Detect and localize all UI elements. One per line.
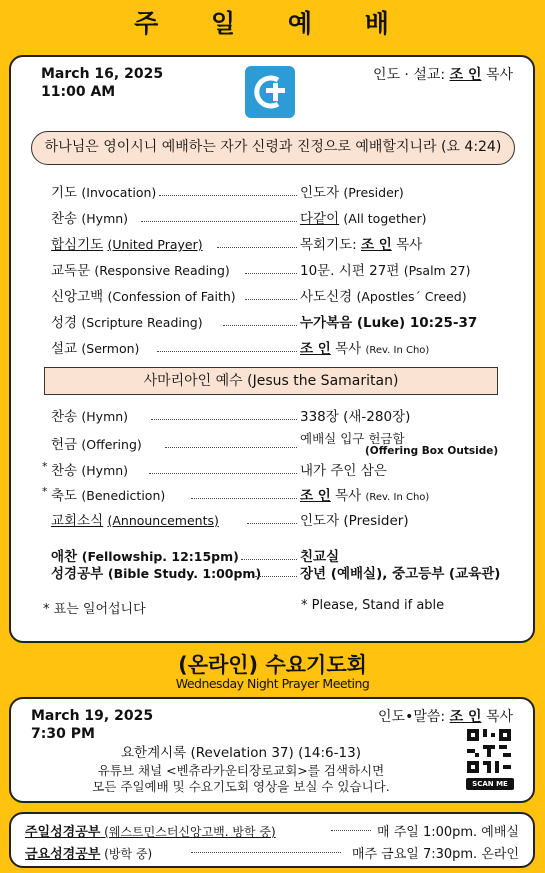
wednesday-leader: 인도•말씀: 조 인 목사 <box>378 709 513 725</box>
service-date-block <box>41 65 163 101</box>
sunday-service-card <box>9 55 535 643</box>
order-row: * 찬송 (Hymn) 내가 주인 삼은 <box>42 460 387 479</box>
church-logo-icon <box>245 66 295 118</box>
service-date: March 16, 2025 <box>41 66 164 82</box>
fellowship-row: 애찬 (Fellowship. 12:15pm) 친교실 <box>51 549 340 565</box>
bible-class-time: 매주 금요일 7:30pm. 온라인 <box>351 847 519 862</box>
wednesday-scripture: 요한계시록 (Revelation 37) (14:6-13) <box>121 745 361 761</box>
wednesday-date: March 19, 2025 <box>31 708 154 724</box>
bible-class-row: 주일성경공부 (웨스트민스터신앙고백. 방학 중) <box>25 825 276 840</box>
stand-note-ko: * 표는 일어섭니다 <box>43 602 146 617</box>
order-row: 교회소식 (Announcements) 인도자 (Presider) <box>51 513 409 529</box>
scan-me-label: SCAN ME <box>466 778 514 790</box>
order-row: * 축도 (Benediction) 조 인 목사 (Rev. In Cho) <box>42 485 430 504</box>
wednesday-subtitle: Wednesday Night Prayer Meeting <box>175 676 370 691</box>
order-row: 기도 (Invocation) 인도자 (Presider) <box>51 185 404 201</box>
order-row: 교독문 (Responsive Reading) 10문. 시편 27편 (Psalm 27) <box>51 263 471 279</box>
pastor-name: 조 인 <box>449 67 482 83</box>
wednesday-title: (온라인) 수요기도회 <box>178 653 367 677</box>
sermon-title: 사마리아인 예수 (Jesus the Samaritan) <box>44 367 498 395</box>
order-row: 찬송 (Hymn) 다같이 (All together) <box>51 211 427 227</box>
bible-class-time: 매 주일 1:00pm. 예배실 <box>377 825 519 840</box>
theme-verse: 하나님은 영이시니 예배하는 자가 신령과 진정으로 예배할지니라 (요 4:24) <box>31 131 515 165</box>
service-time: 11:00 AM <box>41 84 116 100</box>
qr-code-icon[interactable] <box>467 729 511 773</box>
wednesday-date-block <box>31 707 153 743</box>
sunday-leader: 인도 · 설교: 조 인 목사 <box>372 67 513 83</box>
order-row: 신앙고백 (Confession of Faith) 사도신경 (Apostles´ Creed) <box>51 289 467 305</box>
bible-study-row: 성경공부 (Bible Study. 1:00pm) 장년 (예배실), 중고등부 (교육관) <box>51 566 501 582</box>
page-title: 주 일 예 배 <box>134 9 411 38</box>
order-row: 성경 (Scripture Reading) 누가복음 (Luke) 10:25-37 <box>51 315 478 331</box>
youtube-note-line1: 유튜브 채널 <벤츄라카운티장로교회>를 검색하시면 <box>97 763 385 778</box>
wednesday-time: 7:30 PM <box>31 726 95 742</box>
wednesday-card <box>9 697 535 803</box>
order-row: 헌금 (Offering) 예배실 입구 헌금함 (Offering Box Outside) <box>51 431 499 457</box>
order-row: 설교 (Sermon) 조 인 목사 (Rev. In Cho) <box>51 341 430 357</box>
order-row: 합심기도 (United Prayer) 목회기도: 조 인 목사 <box>51 237 423 253</box>
youtube-note-line2: 모든 주일예배 및 수요기도회 영상을 보실 수 있습니다. <box>92 779 390 794</box>
bible-study-card <box>9 812 535 868</box>
order-row: 찬송 (Hymn) 338장 (새-280장) <box>51 409 411 425</box>
stand-note-en: * Please, Stand if able <box>301 598 445 613</box>
bible-class-row: 금요성경공부 (방학 중) <box>25 847 153 862</box>
